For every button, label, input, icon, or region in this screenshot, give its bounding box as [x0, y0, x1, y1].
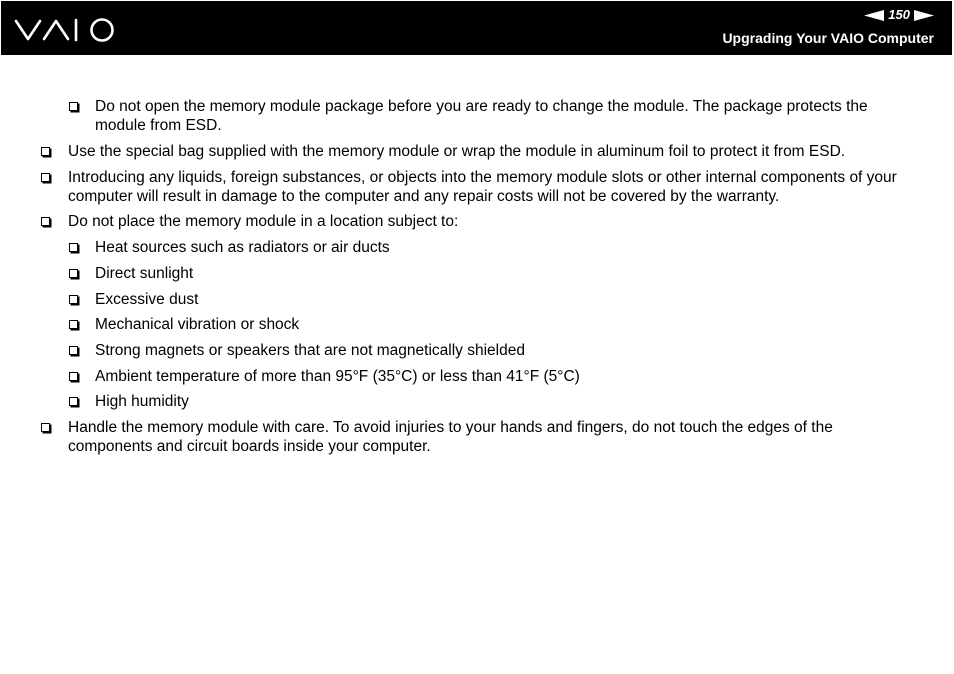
- checkbox-bullet-icon: [69, 346, 78, 355]
- item-line: High humidity: [95, 393, 189, 410]
- checkbox-bullet-icon: [69, 372, 78, 381]
- checkbox-bullet-icon: [69, 243, 78, 252]
- item-line: Do not open the memory module package before you are ready to change the module. The package protects the: [95, 98, 868, 115]
- page-navigation: [864, 7, 934, 23]
- page-number: 150: [888, 7, 910, 22]
- item-line: Mechanical vibration or shock: [95, 316, 300, 333]
- item-line: Introducing any liquids, foreign substances, or objects into the memory module slots or other internal components of your: [68, 169, 897, 186]
- previous-page-icon[interactable]: [864, 10, 884, 21]
- item-line: Heat sources such as radiators or air ducts: [95, 239, 390, 256]
- vaio-logo: [14, 16, 122, 44]
- item-line: module from ESD.: [95, 117, 222, 134]
- checkbox-bullet-icon: [69, 269, 78, 278]
- item-line: Direct sunlight: [95, 265, 194, 282]
- item-line: Handle the memory module with care. To avoid injuries to your hands and fingers, do not touch the edges of the: [68, 419, 833, 436]
- next-page-icon[interactable]: [914, 10, 934, 21]
- checkbox-bullet-icon: [41, 173, 50, 182]
- checkbox-bullet-icon: [69, 295, 78, 304]
- checkbox-bullet-icon: [69, 320, 78, 329]
- checkbox-bullet-icon: [41, 147, 50, 156]
- checkbox-bullet-icon: [69, 397, 78, 406]
- checkbox-bullet-icon: [69, 102, 78, 111]
- item-line: Excessive dust: [95, 291, 199, 308]
- page-header: [1, 1, 952, 55]
- item-line: Ambient temperature of more than 95°F (35°C) or less than 41°F (5°C): [95, 368, 580, 385]
- item-line: Strong magnets or speakers that are not magnetically shielded: [95, 342, 525, 359]
- item-line: Do not place the memory module in a location subject to:: [68, 213, 459, 230]
- item-line: Use the special bag supplied with the memory module or wrap the module in aluminum foil to protect it from ESD.: [68, 143, 846, 160]
- item-line: computer will result in damage to the computer and any repair costs will not be covered by the warranty.: [68, 188, 780, 205]
- checkbox-bullet-icon: [41, 423, 50, 432]
- section-title: Upgrading Your VAIO Computer: [722, 30, 934, 46]
- item-line: components and circuit boards inside your computer.: [68, 438, 431, 455]
- checkbox-bullet-icon: [41, 217, 50, 226]
